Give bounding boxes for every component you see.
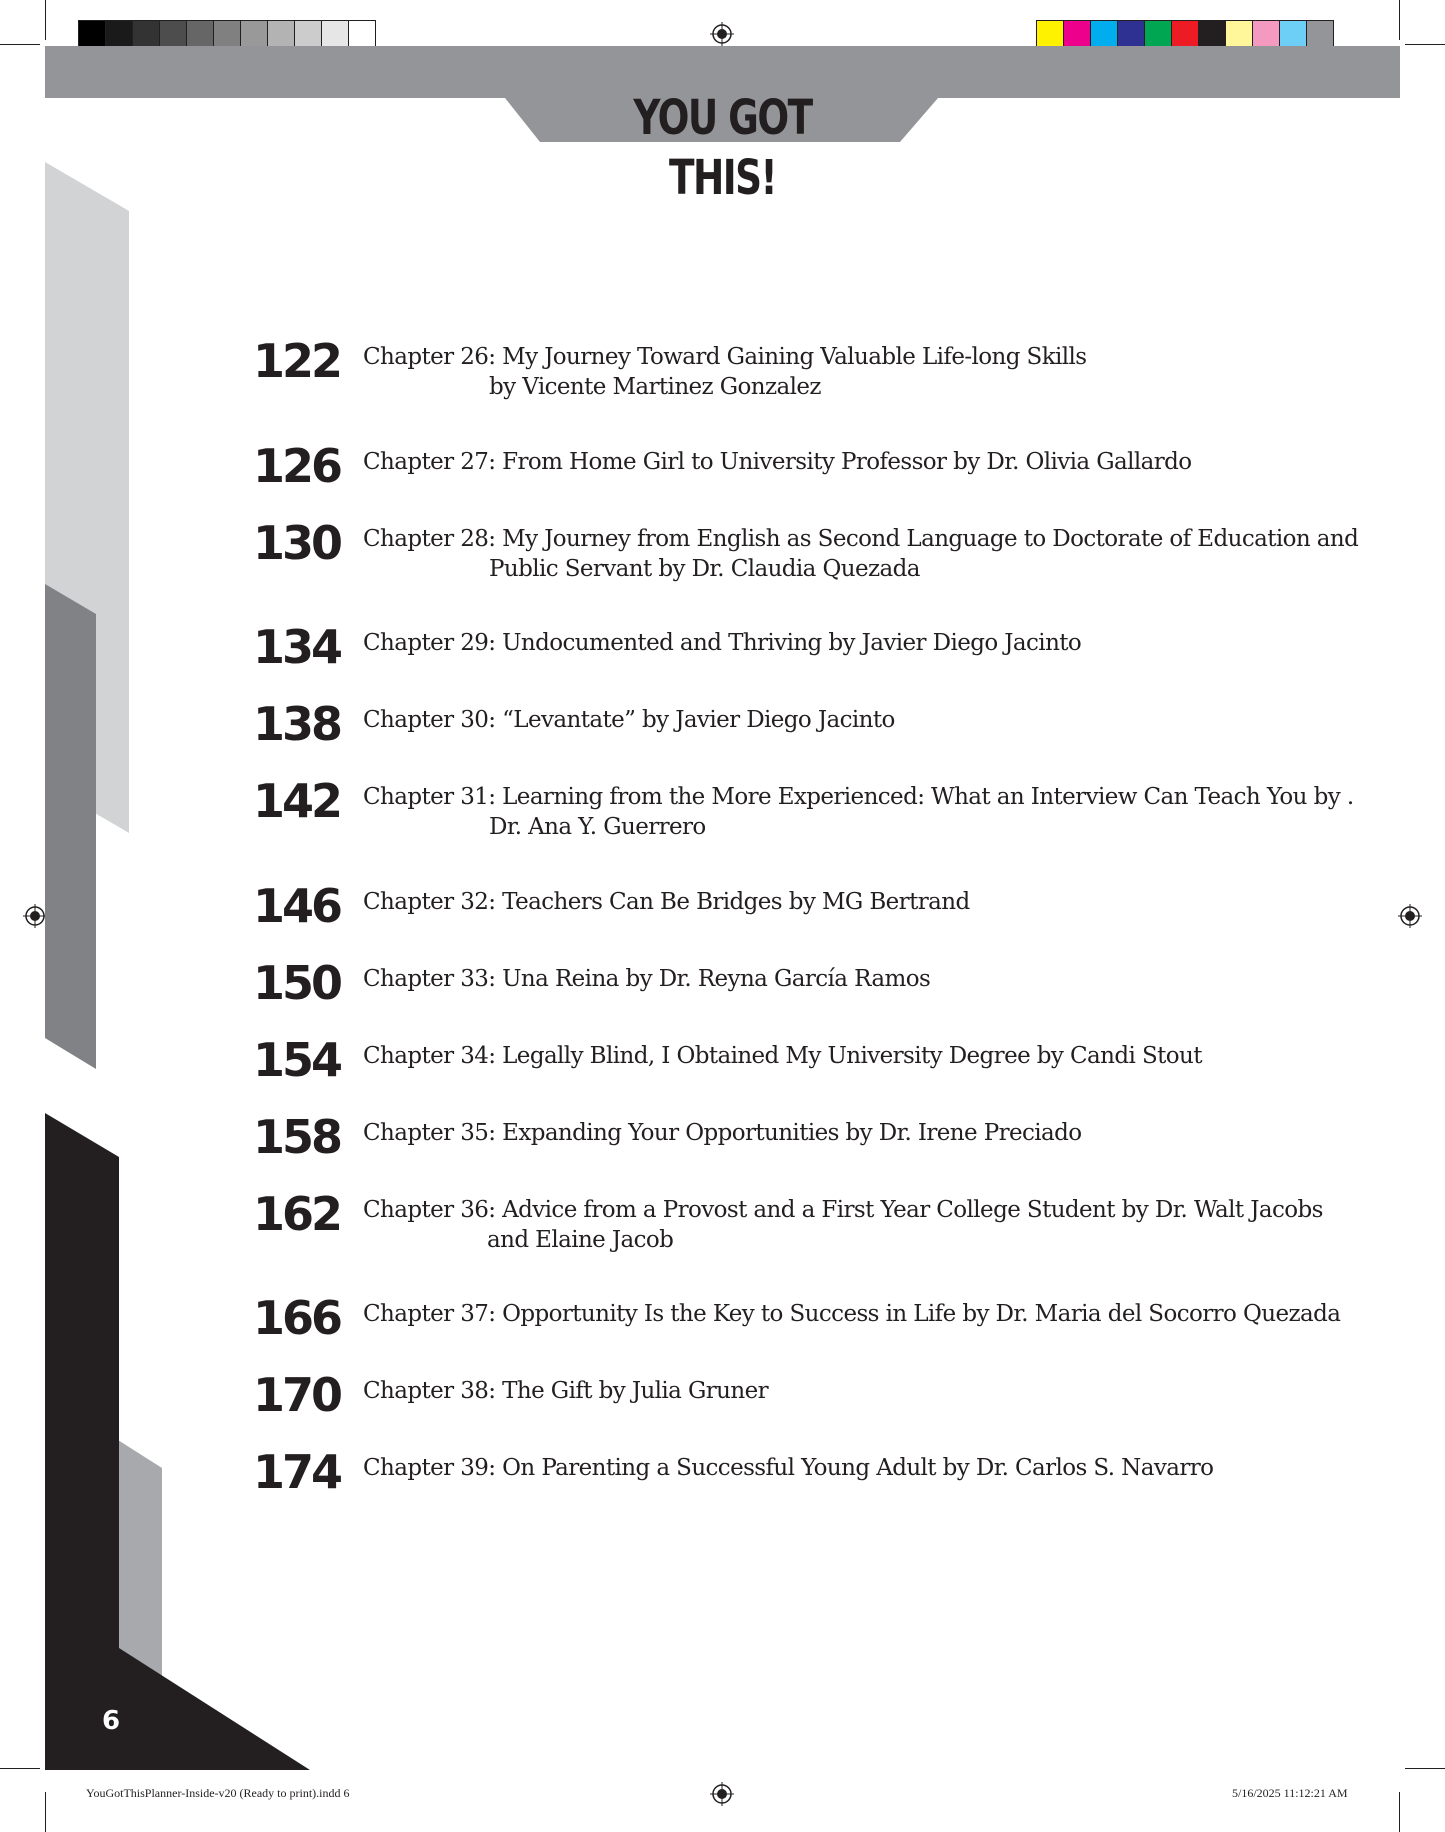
toc-title: [363, 1376, 768, 1406]
toc-page-number: 138: [252, 697, 340, 751]
toc-title-line: Chapter 28: My Journey from English as Second Language to Doctorate of Education and: [363, 526, 1359, 552]
toc-page-number: 170: [252, 1368, 340, 1422]
toc-page-number: 126: [252, 439, 340, 493]
toc-title: [363, 447, 1192, 477]
slug-filename: YouGotThisPlanner-Inside-v20 (Ready to print).indd 6: [86, 1786, 350, 1800]
toc-title: [363, 342, 1087, 402]
toc-title-line: Chapter 30: “Levantate” by Javier Diego Jacinto: [363, 707, 895, 733]
toc-title-line: by Vicente Martinez Gonzalez: [489, 374, 821, 400]
toc-page-number: 158: [252, 1110, 340, 1164]
toc-page-number: 154: [252, 1033, 340, 1087]
toc-title-line: Chapter 35: Expanding Your Opportunities by Dr. Irene Preciado: [363, 1120, 1082, 1146]
registration-mark-icon: [710, 22, 734, 46]
toc-title-line: Chapter 37: Opportunity Is the Key to Success in Life by Dr. Maria del Socorro Quezada: [363, 1301, 1341, 1327]
toc-title-line: and Elaine Jacob: [487, 1227, 674, 1253]
registration-mark-icon: [710, 1782, 734, 1806]
toc-title: [363, 964, 930, 994]
crop-mark: [45, 1792, 46, 1832]
toc-page-number: 142: [252, 774, 340, 828]
page-title: YOU GOT THIS!: [633, 90, 812, 206]
toc-title-line: Chapter 31: Learning from the More Experienced: What an Interview Can Teach You by .: [363, 784, 1354, 810]
toc-title-line: Chapter 27: From Home Girl to University Professor by Dr. Olivia Gallardo: [363, 449, 1192, 475]
toc-title-line: Chapter 26: My Journey Toward Gaining Valuable Life-long Skills: [363, 344, 1087, 370]
toc-title-line: Chapter 33: Una Reina by Dr. Reyna García Ramos: [363, 966, 931, 992]
toc-page-number: 134: [252, 620, 340, 674]
toc-page-number: 150: [252, 956, 340, 1010]
toc-title-line: Chapter 36: Advice from a Provost and a First Year College Student by Dr. Walt Jacobs: [363, 1197, 1323, 1223]
page-number: 6: [102, 1706, 121, 1736]
toc-page-number: 130: [252, 516, 340, 570]
toc-title: [363, 782, 1354, 842]
toc-title: [363, 1453, 1213, 1483]
slug-timestamp: 5/16/2025 11:12:21 AM: [1232, 1786, 1348, 1800]
toc-title: [363, 1195, 1323, 1255]
crop-mark: [1399, 1792, 1400, 1832]
toc-title-line: Chapter 39: On Parenting a Successful Young Adult by Dr. Carlos S. Navarro: [363, 1455, 1214, 1481]
toc-page-number: 122: [252, 334, 340, 388]
toc-page-number: 166: [252, 1291, 340, 1345]
toc-page-number: 162: [252, 1187, 340, 1241]
toc-page-number: 146: [252, 879, 340, 933]
registration-mark-icon: [1398, 904, 1422, 928]
toc-title-line: Chapter 29: Undocumented and Thriving by Javier Diego Jacinto: [363, 630, 1082, 656]
toc-title-line: Chapter 34: Legally Blind, I Obtained My University Degree by Candi Stout: [363, 1043, 1202, 1069]
crop-mark: [1405, 1768, 1445, 1769]
toc-title: [363, 1299, 1340, 1329]
toc-title: [363, 1041, 1202, 1071]
toc-title: [363, 524, 1358, 584]
toc-title: [363, 887, 970, 917]
toc-title-line: Chapter 32: Teachers Can Be Bridges by MG Bertrand: [363, 889, 970, 915]
toc-page-number: 174: [252, 1445, 340, 1499]
toc-title-line: Chapter 38: The Gift by Julia Gruner: [363, 1378, 769, 1404]
toc-title-line: Dr. Ana Y. Guerrero: [489, 814, 706, 840]
toc-title-line: Public Servant by Dr. Claudia Quezada: [489, 556, 920, 582]
toc-title: [363, 1118, 1082, 1148]
toc-title: [363, 705, 895, 735]
toc-title: [363, 628, 1081, 658]
